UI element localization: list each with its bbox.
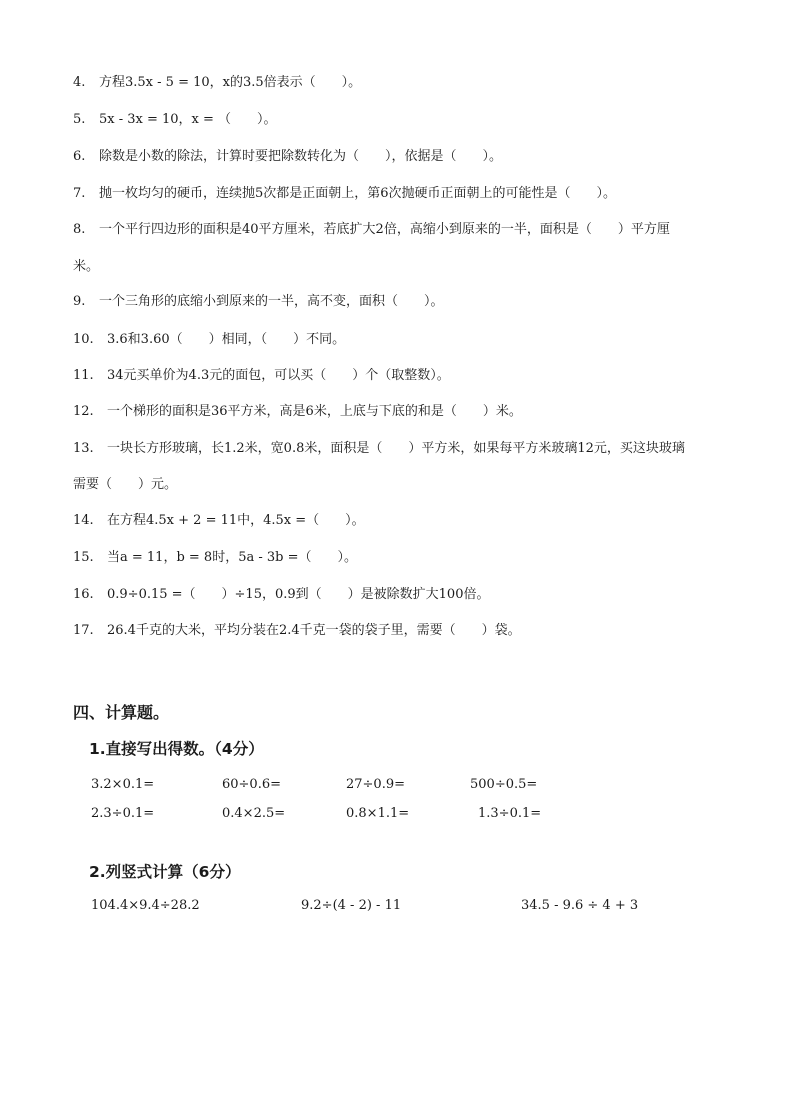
vertical-calc-item: 9.2÷(4 - 2) - 11 bbox=[301, 898, 402, 913]
question-16 bbox=[73, 586, 489, 604]
question-number: 15. bbox=[73, 550, 94, 565]
mental-calc-item: 3.2×0.1= bbox=[91, 777, 155, 792]
question-10 bbox=[73, 331, 345, 349]
question-6 bbox=[73, 148, 502, 166]
question-9 bbox=[73, 293, 444, 311]
mental-calc-item: 27÷0.9= bbox=[346, 777, 406, 792]
mental-calc-item: 0.8×1.1= bbox=[346, 806, 410, 821]
question-14 bbox=[73, 512, 365, 530]
mental-calc-item: 500÷0.5= bbox=[470, 777, 538, 792]
part2-title: 2.列竖式计算（6分） bbox=[89, 863, 241, 881]
question-number: 12. bbox=[73, 404, 94, 419]
mental-calc-item: 1.3÷0.1= bbox=[478, 806, 542, 821]
question-15 bbox=[73, 549, 357, 567]
question-text: 当a = 11，b = 8时，5a - 3b =（ ）。 bbox=[107, 550, 357, 565]
mental-calc-item: 2.3÷0.1= bbox=[91, 806, 155, 821]
question-number: 5. bbox=[73, 112, 86, 127]
question-number: 6. bbox=[73, 149, 86, 164]
question-number: 11. bbox=[73, 368, 94, 383]
question-text: 方程3.5x - 5 = 10，x的3.5倍表示（ ）。 bbox=[99, 75, 362, 90]
section-title: 四、计算题。 bbox=[73, 703, 170, 722]
question-number: 17. bbox=[73, 623, 94, 638]
question-text: 3.6和3.60（ ）相同，（ ）不同。 bbox=[107, 332, 346, 347]
question-8-continuation: 米。 bbox=[73, 259, 100, 274]
question-text: 一个平行四边形的面积是40平方厘米，若底扩大2倍，高缩小到原来的一半，面积是（ ）平方厘 bbox=[99, 222, 670, 237]
question-text: 0.9÷0.15 =（ ）÷15，0.9到（ ）是被除数扩大100倍。 bbox=[107, 587, 490, 602]
question-number: 10. bbox=[73, 332, 94, 347]
question-4 bbox=[73, 74, 361, 92]
question-number: 8. bbox=[73, 222, 86, 237]
question-number: 9. bbox=[73, 294, 86, 309]
question-number: 14. bbox=[73, 513, 94, 528]
question-8 bbox=[73, 221, 670, 239]
question-number: 4. bbox=[73, 75, 86, 90]
question-5 bbox=[73, 111, 277, 129]
question-7 bbox=[73, 185, 616, 203]
question-text: 抛一枚均匀的硬币，连续抛5次都是正面朝上，第6次抛硬币正面朝上的可能性是（ ）。 bbox=[99, 186, 617, 201]
question-text: 一个梯形的面积是36平方米，高是6米，上底与下底的和是（ ）米。 bbox=[107, 404, 522, 419]
vertical-calc-item: 34.5 - 9.6 ÷ 4 + 3 bbox=[521, 898, 639, 913]
question-text: 除数是小数的除法，计算时要把除数转化为（ ），依据是（ ）。 bbox=[99, 149, 503, 164]
question-13 bbox=[73, 440, 685, 458]
question-text: 26.4千克的大米，平均分装在2.4千克一袋的袋子里，需要（ ）袋。 bbox=[107, 623, 521, 638]
question-11 bbox=[73, 367, 450, 385]
part1-title: 1.直接写出得数。（4分） bbox=[89, 740, 264, 758]
question-number: 7. bbox=[73, 186, 86, 201]
question-text: 34元买单价为4.3元的面包，可以买（ ）个（取整数）。 bbox=[107, 368, 450, 383]
vertical-calc-item: 104.4×9.4÷28.2 bbox=[91, 898, 200, 913]
mental-calc-item: 60÷0.6= bbox=[222, 777, 282, 792]
question-13-continuation: 需要（ ）元。 bbox=[73, 477, 178, 492]
question-17 bbox=[73, 622, 521, 640]
question-text: 5x - 3x = 10，x = （ ）。 bbox=[99, 112, 277, 127]
question-number: 13. bbox=[73, 441, 94, 456]
question-number: 16. bbox=[73, 587, 94, 602]
question-text: 一块长方形玻璃，长1.2米，宽0.8米，面积是（ ）平方米，如果每平方米玻璃12元，买这块玻璃 bbox=[107, 441, 685, 456]
question-text: 一个三角形的底缩小到原来的一半，高不变，面积（ ）。 bbox=[99, 294, 444, 309]
question-12 bbox=[73, 403, 522, 421]
mental-calc-item: 0.4×2.5= bbox=[222, 806, 286, 821]
question-text: 在方程4.5x + 2 = 11中，4.5x =（ ）。 bbox=[107, 513, 365, 528]
